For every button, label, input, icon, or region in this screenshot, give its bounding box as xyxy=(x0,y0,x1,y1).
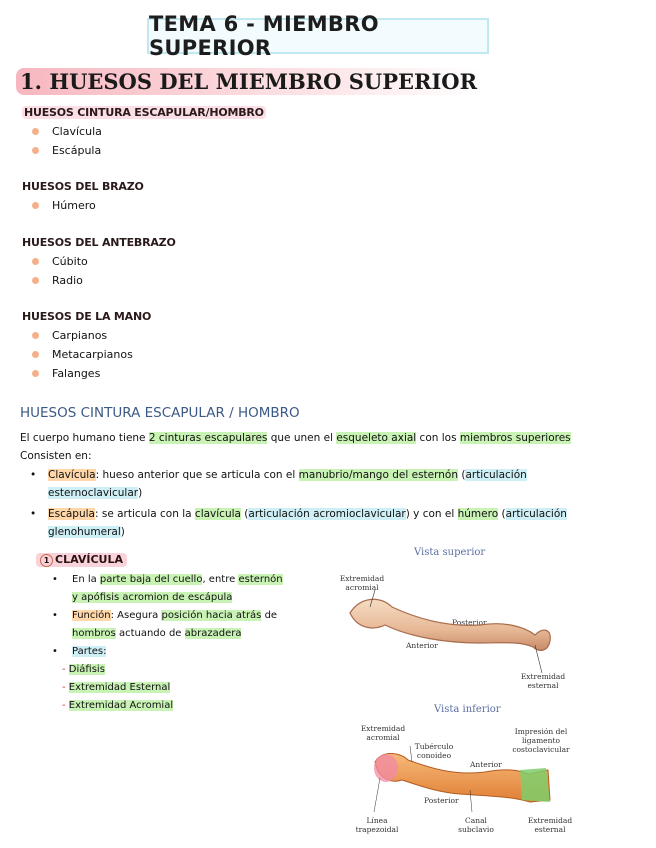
label-anterior-top: Anterior xyxy=(406,641,438,650)
bullet-escapula: • Escápula: se articula con la clavícula (articulación acromioclavicular) y con el húmero (articulación glenohumeral) xyxy=(30,505,630,541)
bone-group-forearm xyxy=(22,236,176,290)
parts-list xyxy=(62,661,173,715)
bullet-dot: • xyxy=(30,469,37,481)
list-item: Escápula xyxy=(22,141,266,160)
bone-group-shoulder xyxy=(22,106,266,160)
clavicula-heading: 1 CLAVÍCULA xyxy=(36,553,127,567)
list-item: Metacarpianos xyxy=(22,345,151,364)
list-item: Carpianos xyxy=(22,326,151,345)
page-title: TEMA 6 - MIEMBRO SUPERIOR xyxy=(147,18,489,54)
list-item: - Diáfisis xyxy=(62,664,105,675)
figure-bottom-title: Vista inferior xyxy=(434,704,501,715)
label-anterior-bottom: Anterior xyxy=(470,760,502,769)
group-title: HUESOS DE LA MANO xyxy=(22,310,152,323)
list-item: Falanges xyxy=(22,364,151,383)
bullet-icon xyxy=(32,332,39,339)
label-posterior-top: Posterior xyxy=(452,618,487,627)
bone-group-hand xyxy=(22,310,151,383)
note-function: • Función: Asegura posición hacia atrás de hombros actuando de abrazadera xyxy=(52,610,278,639)
list-item: - Extremidad Acromial xyxy=(62,700,174,711)
section-heading-1: 1. HUESOS DEL MIEMBRO SUPERIOR xyxy=(16,68,483,95)
number-badge: 1 xyxy=(40,554,53,567)
note-parts: • Partes: xyxy=(52,646,107,657)
bullet-icon xyxy=(32,128,39,135)
sternal-end-highlight xyxy=(520,768,550,802)
intro-paragraph: El cuerpo humano tiene 2 cinturas escapulares que unen el esqueleto axial con los miembros superiores Consisten en: xyxy=(20,432,571,462)
label-canal: Canal subclavio xyxy=(458,816,494,834)
bullet-icon xyxy=(32,351,39,358)
figure-top-title: Vista superior xyxy=(414,547,486,558)
group-title: HUESOS DEL BRAZO xyxy=(22,180,144,193)
clavicle-shape xyxy=(350,599,550,650)
label-esternal-top: Extremidad esternal xyxy=(520,672,566,690)
list-item: Cúbito xyxy=(22,252,176,271)
label-acromial-bottom: Extremidad acromial xyxy=(360,724,406,742)
group-title: HUESOS CINTURA ESCAPULAR/HOMBRO xyxy=(24,106,264,119)
acromial-end-highlight xyxy=(374,754,398,782)
section-heading-2: HUESOS CINTURA ESCAPULAR / HOMBRO xyxy=(20,405,300,421)
list-item: Radio xyxy=(22,271,176,290)
label-acromial-top: Extremidad acromial xyxy=(339,574,385,592)
clavicula-notes xyxy=(52,571,322,661)
note-location: • En la parte baja del cuello, entre esternón y apófisis acromion de escápula xyxy=(52,574,283,603)
label-posterior-bottom: Posterior xyxy=(424,796,459,805)
bullet-clavicula: • Clavícula: hueso anterior que se articula con el manubrio/mango del esternón (articulación esternoclavicular) xyxy=(30,466,630,502)
bullet-icon xyxy=(32,258,39,265)
bullet-icon xyxy=(32,277,39,284)
label-impresion: Impresión del ligamento costoclavicular xyxy=(512,727,570,754)
list-item: Húmero xyxy=(22,196,144,215)
label-esternal-bottom: Extremidad esternal xyxy=(527,816,573,834)
group-title: HUESOS DEL ANTEBRAZO xyxy=(22,236,176,249)
bullet-icon xyxy=(32,370,39,377)
bullet-dot: • xyxy=(30,508,37,520)
label-conoideo: Tubérculo conoideo xyxy=(414,742,454,760)
list-item: Clavícula xyxy=(22,122,266,141)
clavicle-bottom-illustration xyxy=(360,740,560,816)
clavicle-top-illustration xyxy=(330,585,570,695)
list-item: - Extremidad Esternal xyxy=(62,682,171,693)
label-trapezoidal: Línea trapezoidal xyxy=(355,816,399,834)
bullet-icon xyxy=(32,147,39,154)
bullet-icon xyxy=(32,202,39,209)
bone-group-arm xyxy=(22,180,144,215)
